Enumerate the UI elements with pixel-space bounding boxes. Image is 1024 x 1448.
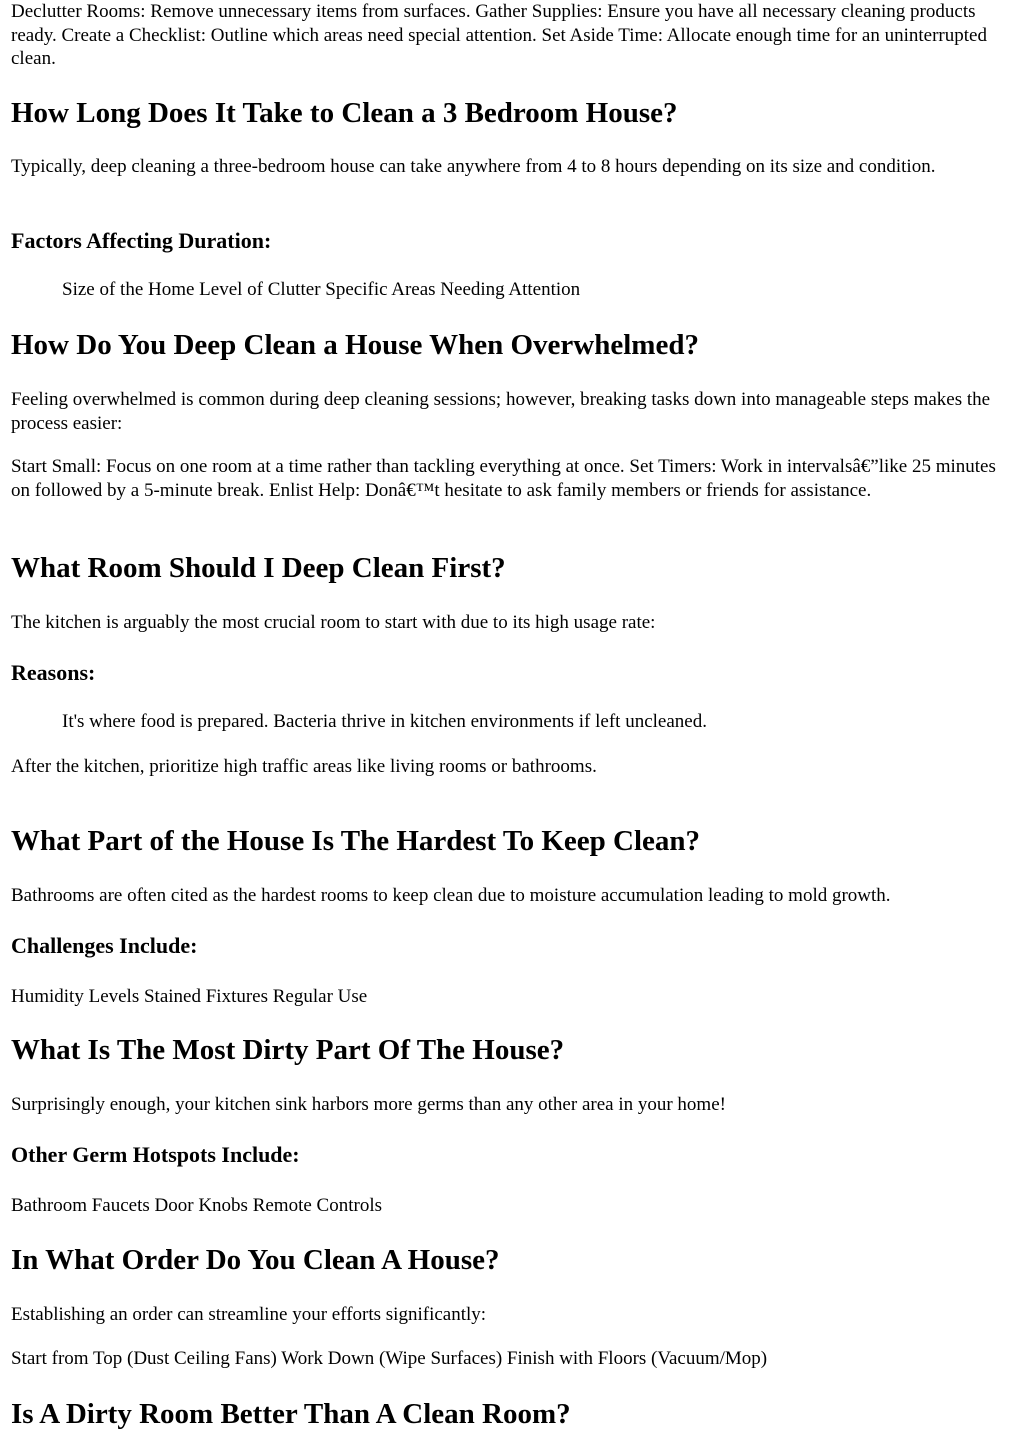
heading-cleaning-order: In What Order Do You Clean A House? bbox=[11, 1244, 500, 1276]
paragraph-hardest-to-clean: Bathrooms are often cited as the hardest rooms to keep clean due to moisture accumulation leading to mold growth. bbox=[11, 885, 891, 906]
heading-germ-hotspots: Other Germ Hotspots Include: bbox=[11, 1142, 300, 1167]
heading-three-bedroom-duration: How Long Does It Take to Clean a 3 Bedroom House? bbox=[11, 97, 678, 129]
paragraph-three-bedroom-duration: Typically, deep cleaning a three-bedroom house can take anywhere from 4 to 8 hours depending on its size and condition. bbox=[11, 156, 936, 177]
paragraph-first-room: The kitchen is arguably the most crucial room to start with due to its high usage rate: bbox=[11, 612, 656, 633]
paragraph-overwhelmed-steps: Start Small: Focus on one room at a time rather than tackling everything at once. Set Timers: Work in intervalsâ€”like 25 minutes on followed by a 5-minute break. Enlist Help: Donâ€™t hesitate to ask family members or friends for assistance. bbox=[11, 456, 996, 501]
heading-reasons: Reasons: bbox=[11, 660, 96, 685]
heading-hardest-to-clean: What Part of the House Is The Hardest To Keep Clean? bbox=[11, 825, 701, 857]
heading-challenges: Challenges Include: bbox=[11, 933, 198, 958]
paragraph-overwhelmed-intro: Feeling overwhelmed is common during deep cleaning sessions; however, breaking tasks down into manageable steps makes the process easier: bbox=[11, 389, 991, 434]
heading-dirty-vs-clean-room: Is A Dirty Room Better Than A Clean Room? bbox=[11, 1398, 571, 1430]
heading-most-dirty-part: What Is The Most Dirty Part Of The House? bbox=[11, 1034, 565, 1066]
paragraph-cleaning-order-intro: Establishing an order can streamline your efforts significantly: bbox=[11, 1304, 487, 1325]
heading-overwhelmed: How Do You Deep Clean a House When Overwhelmed? bbox=[11, 329, 699, 361]
list-cleaning-order: Start from Top (Dust Ceiling Fans) Work Down (Wipe Surfaces) Finish with Floors (Vacuum/Mop) bbox=[11, 1348, 768, 1369]
paragraph-preparation-steps: Declutter Rooms: Remove unnecessary items from surfaces. Gather Supplies: Ensure you have all necessary cleaning products ready. Create a Checklist: Outline which areas need special attention. Set Aside Time: Allocate enough time for an uninterrupted clean. bbox=[11, 1, 987, 69]
paragraph-most-dirty-part: Surprisingly enough, your kitchen sink harbors more germs than any other area in your home! bbox=[11, 1094, 726, 1115]
list-factors: Size of the Home Level of Clutter Specific Areas Needing Attention bbox=[62, 279, 581, 300]
list-reasons: It's where food is prepared. Bacteria thrive in kitchen environments if left uncleaned. bbox=[62, 711, 707, 732]
heading-first-room: What Room Should I Deep Clean First? bbox=[11, 552, 506, 584]
list-challenges: Humidity Levels Stained Fixtures Regular Use bbox=[11, 986, 368, 1007]
list-germ-hotspots: Bathroom Faucets Door Knobs Remote Controls bbox=[11, 1195, 382, 1216]
heading-factors-affecting-duration: Factors Affecting Duration: bbox=[11, 228, 272, 253]
paragraph-after-kitchen: After the kitchen, prioritize high traffic areas like living rooms or bathrooms. bbox=[11, 756, 597, 777]
